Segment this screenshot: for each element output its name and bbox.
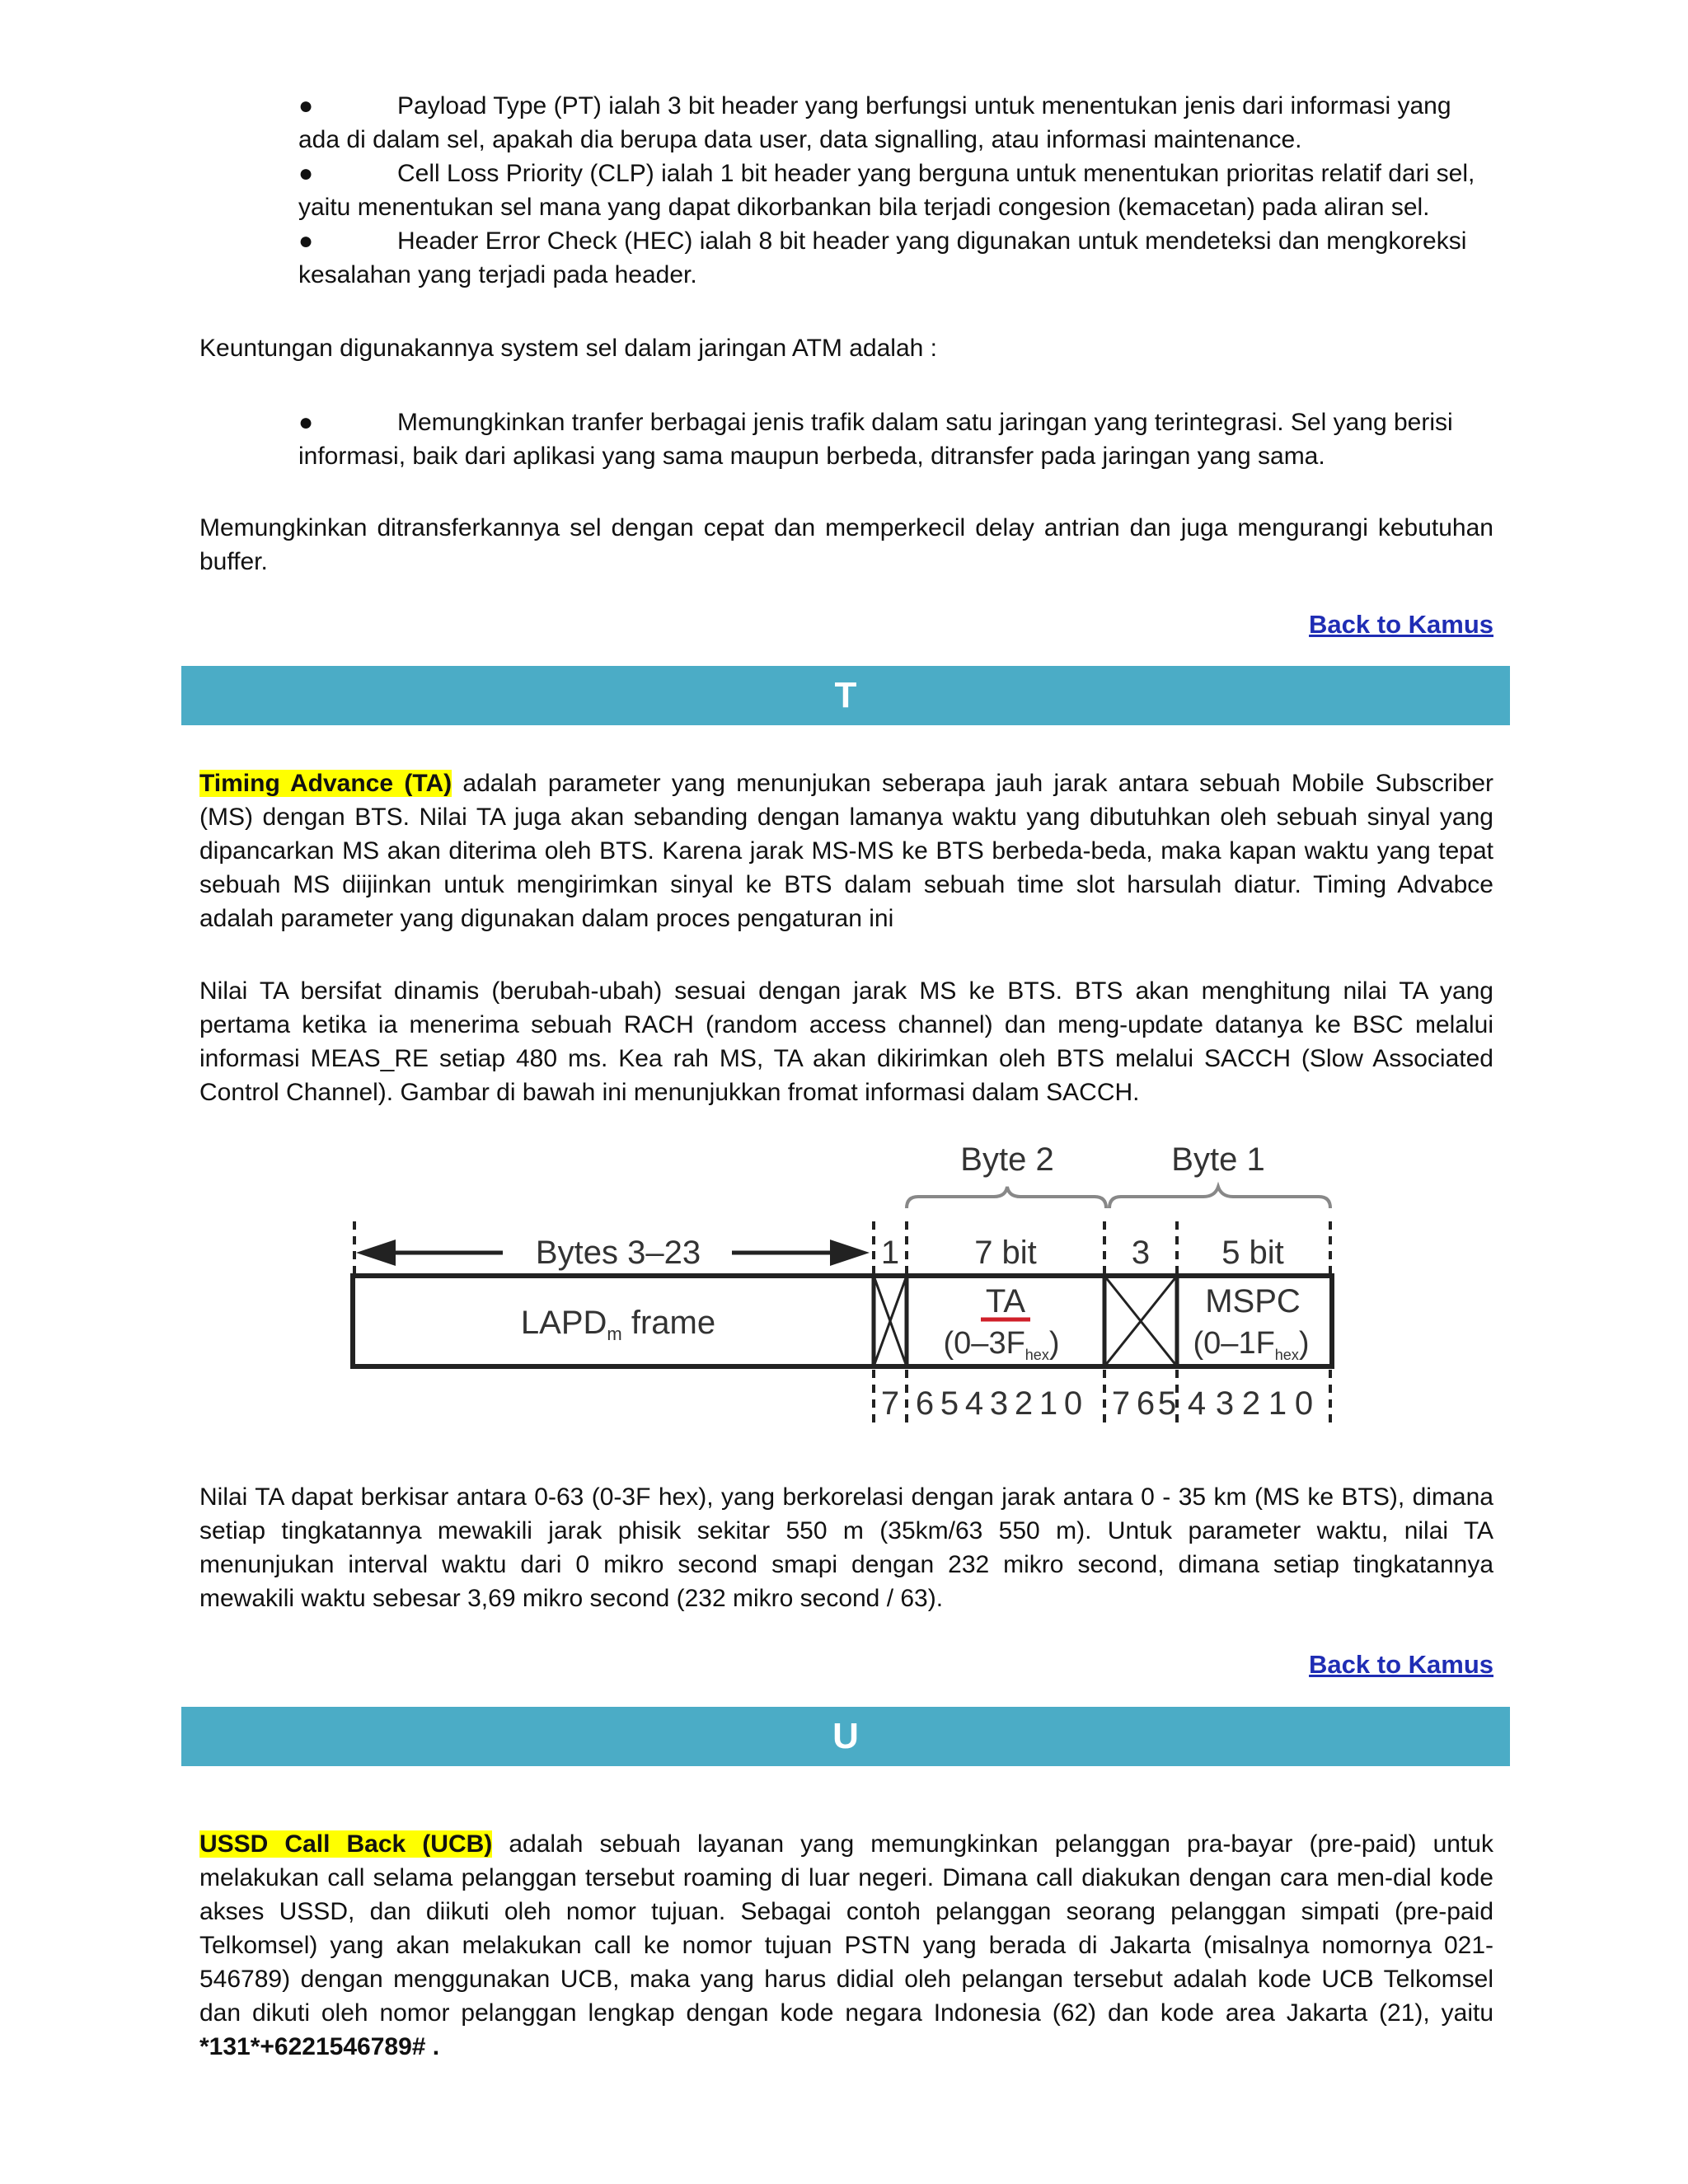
frame-outline: [353, 1276, 1332, 1366]
bit-number: 4: [1187, 1385, 1207, 1422]
bit-number: 1: [1039, 1385, 1058, 1422]
bullet-dot: ●: [298, 160, 314, 187]
bullet-dot: ●: [298, 92, 314, 120]
section-header-t: T: [181, 666, 1510, 725]
label-byte1: Byte 1: [1171, 1141, 1265, 1178]
bit-number: 0: [1294, 1385, 1314, 1422]
bullet-text: Header Error Check (HEC) ialah 8 bit header yang digunakan untuk mendeteksi dan mengkoreksi: [397, 227, 1467, 255]
label-mspc: MSPC: [1205, 1283, 1301, 1319]
lapd-text: LAPD: [520, 1305, 607, 1341]
ta-range-close: ): [1048, 1326, 1060, 1361]
mspc-range-close: ): [1298, 1326, 1310, 1361]
back-to-kamus-link[interactable]: Back to Kamus: [1309, 610, 1493, 639]
label-bytes-3-23: Bytes 3–23: [535, 1235, 701, 1271]
bullet-dot: ●: [298, 227, 314, 255]
bit-numbers: [881, 1385, 1313, 1422]
sacch-format-diagram: [338, 1137, 1352, 1434]
bullet-clp: [298, 157, 1493, 224]
lapd-suffix: frame: [621, 1305, 716, 1341]
label-byte2: Byte 2: [960, 1141, 1054, 1178]
mspc-range-sub: hex: [1274, 1347, 1299, 1363]
bullet-dot: ●: [298, 409, 314, 436]
bit-number: 5: [940, 1385, 959, 1422]
bit-number: 1: [1268, 1385, 1287, 1422]
bullet-keuntungan: [298, 405, 1493, 473]
bit-number: 6: [915, 1385, 935, 1422]
bullet-payload-type: [298, 89, 1493, 157]
bit-number: 4: [964, 1385, 984, 1422]
bullet-text: Memungkinkan tranfer berbagai jenis trafik dalam satu jaringan yang terintegrasi. Sel yang berisi: [397, 409, 1453, 436]
brace-byte1: [1109, 1187, 1330, 1208]
mspc-range-text: (0–1F: [1193, 1326, 1275, 1361]
lapd-sub: m: [607, 1324, 622, 1344]
ucb-code: *131*+6221546789# .: [199, 2033, 440, 2060]
bit-number: 5: [1157, 1385, 1177, 1422]
back-to-kamus-link-2[interactable]: Back to Kamus: [1309, 1650, 1493, 1679]
label-1bit: 1: [880, 1235, 900, 1271]
keuntungan-intro: Keuntungan digunakannya system sel dalam jaringan ATM adalah :: [199, 335, 938, 362]
brace-byte2: [907, 1187, 1106, 1208]
bullet-text-cont: kesalahan yang terjadi pada header.: [298, 261, 697, 288]
section-header-u: U: [181, 1707, 1510, 1766]
arrow-right-head: [830, 1240, 870, 1266]
bit-number: 7: [1111, 1385, 1131, 1422]
label-ta-range: [944, 1326, 1060, 1363]
bit-number: 2: [1014, 1385, 1034, 1422]
label-mspc-range: [1193, 1326, 1310, 1363]
ta-range-text: (0–3F: [943, 1326, 1025, 1361]
bullet-text-cont: informasi, baik dari aplikasi yang sama maupun berbeda, ditransfer pada jaringan yang sama.: [298, 443, 1325, 470]
term-timing-advance: Timing Advance (TA): [199, 770, 452, 797]
label-5bit: 5 bit: [1221, 1235, 1284, 1271]
paragraph-ta-dynamic: Nilai TA bersifat dinamis (berubah-ubah) sesuai dengan jarak MS ke BTS. BTS akan menghitung nilai TA yang pertama ketika ia menerima sebuah RACH (random access channel) dan meng-update datanya ke BSC melalui informasi MEAS_RE setiap 480 ms. Kea rah MS, TA akan dikirimkan oleh BTS melalui SACCH (Slow Associated Control Channel). Gambar di bawah ini menunjukkan fromat informasi dalam SACCH.: [199, 977, 1493, 1106]
ta-range-sub: hex: [1025, 1347, 1049, 1363]
bit-number: 2: [1241, 1385, 1261, 1422]
bit-number: 3: [989, 1385, 1009, 1422]
bullet-text-cont: ada di dalam sel, apakah dia berupa data user, data signalling, atau informasi maintenance.: [298, 126, 1302, 153]
bullet-text: Payload Type (PT) ialah 3 bit header yang berfungsi untuk menentukan jenis dari informasi yang: [397, 92, 1451, 120]
paragraph-memungkinkan: Memungkinkan ditransferkannya sel dengan cepat dan memperkecil delay antrian dan juga mengurangi kebutuhan buffer.: [199, 514, 1493, 575]
term-ucb: USSD Call Back (UCB): [199, 1830, 493, 1858]
paragraph-timing-advance: [199, 766, 1493, 935]
arrow-left-head: [356, 1240, 396, 1266]
bullet-text: Cell Loss Priority (CLP) ialah 1 bit header yang berguna untuk menentukan prioritas relatif dari sel,: [397, 160, 1475, 187]
ta-definition: adalah parameter yang menunjukan seberapa jauh jarak antara sebuah Mobile Subscriber (MS) dengan BTS. Nilai TA juga akan sebanding dengan lamanya waktu yang dibutuhkan oleh sebuah sinyal yang dipancarkan MS akan diterima oleh BTS. Karena jarak MS-MS ke BTS berbeda-beda, maka kapan waktu yang tepat sebuah MS diijinkan untuk mengirimkan sinyal ke BTS dalam sebuah time slot harsulah diatur. Timing Advabce adalah parameter yang digunakan dalam proces pengaturan ini: [199, 770, 1493, 932]
bullet-text-cont: yaitu menentukan sel mana yang dapat dikorbankan bila terjadi congesion (kemacetan) pada aliran sel.: [298, 194, 1430, 221]
ucb-definition: adalah sebuah layanan yang memungkinkan pelanggan pra-bayar (pre-paid) untuk melakukan call selama pelanggan tersebut roaming di luar negeri. Dimana call diakukan dengan cara men-dial kode akses USSD, dan diikuti oleh nomor tujuan. Sebagai contoh pelanggan seorang pelanggan simpati (pre-paid Telkomsel) yang akan melakukan call ke nomor tujuan PSTN yang berada di Jakarta (misalnya nomornya 021-546789) dengan menggunakan UCB, maka yang harus didial oleh pelangan tersebut adalah kode UCB Telkomsel dan dikuti oleh nomor pelanggan lengkap dengan kode negara Indonesia (62) dan kode area Jakarta (21), yaitu: [199, 1830, 1493, 2027]
bullet-hec: [298, 224, 1493, 292]
label-7bit: 7 bit: [974, 1235, 1037, 1271]
label-ta: TA: [985, 1283, 1026, 1319]
bit-number: 3: [1215, 1385, 1235, 1422]
label-lapd-frame: [521, 1305, 715, 1344]
paragraph-ucb: [199, 1827, 1493, 2064]
label-3bit: 3: [1131, 1235, 1151, 1271]
paragraph-ta-range: Nilai TA dapat berkisar antara 0-63 (0-3F hex), yang berkorelasi dengan jarak antara 0 - 35 km (MS ke BTS), dimana setiap tingkatannya mewakili jarak phisik sekitar 550 m (35km/63 550 m). Untuk parameter waktu, nilai TA menunjukan interval waktu dari 0 mikro second smapi dengan 232 mikro second, dimana setiap tingkatannya mewakili waktu sebesar 3,69 mikro second (232 mikro second / 63).: [199, 1483, 1493, 1612]
bit-number: 6: [1136, 1385, 1156, 1422]
bit-number: 7: [880, 1385, 900, 1422]
bit-number: 0: [1063, 1385, 1083, 1422]
